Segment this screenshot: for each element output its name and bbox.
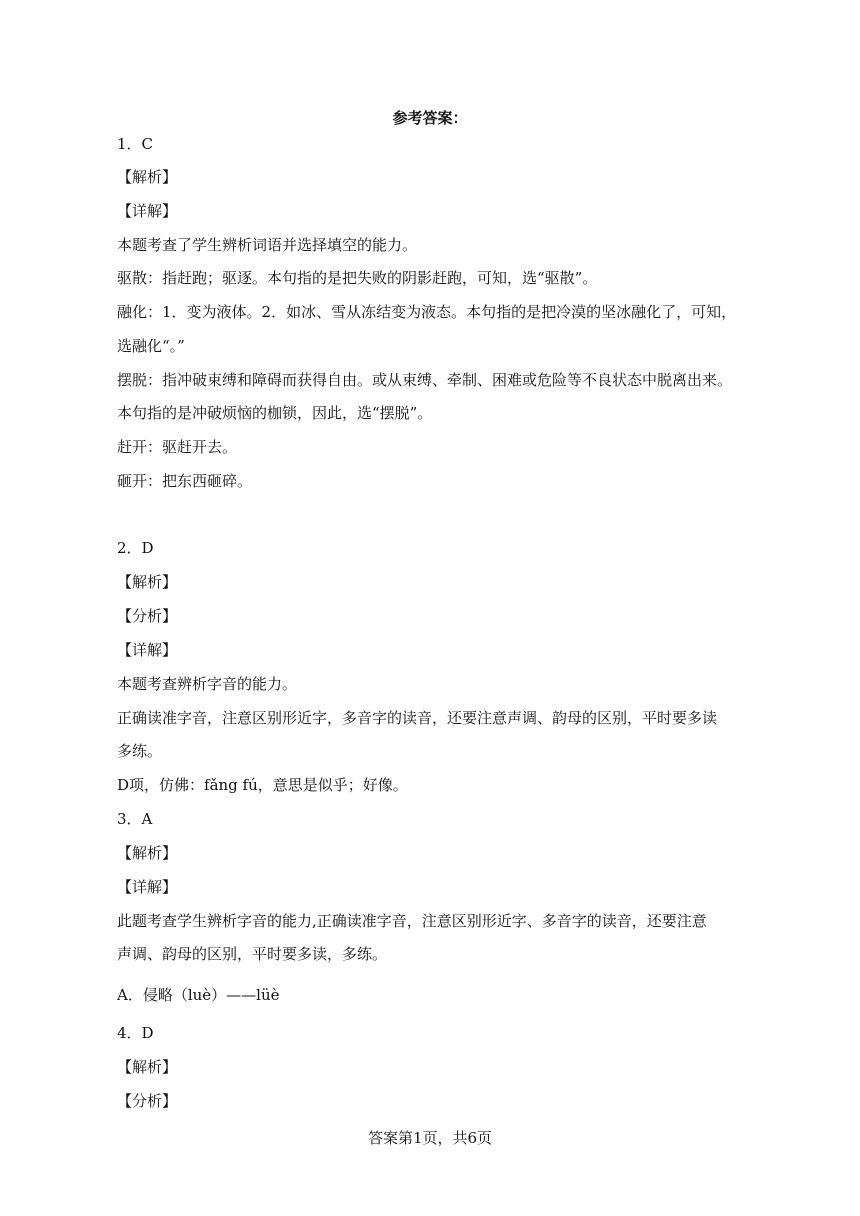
page-footer: 答案第1页，共6页	[367, 1129, 493, 1147]
text-line: 本题考查辨析字音的能力。	[117, 675, 298, 693]
text-line: 融化：1．变为液体。2．如冰、雪从冻结变为液态。本句指的是把冷漠的坚冰融化了，可知，	[117, 303, 737, 321]
text-line: D项，仿佛：fǎng fú，意思是似乎；好像。	[117, 776, 408, 794]
section-label: 【解析】	[117, 573, 178, 591]
answer-number: 3．A	[117, 810, 153, 828]
section-label: 【详解】	[117, 878, 178, 896]
section-label: 【详解】	[117, 202, 178, 220]
text-line: 驱散：指赶跑；驱逐。本句指的是把失败的阴影赶跑，可知，选“驱散”。	[117, 269, 598, 287]
text-line: 声调、韵母的区别，平时要多读，多练。	[117, 945, 388, 963]
text-line: 本句指的是冲破烦恼的枷锁，因此，选“摆脱”。	[117, 404, 433, 422]
text-line: 摆脱：指冲破束缚和障碍而获得自由。或从束缚、牵制、困难或危险等不良状态中脱离出来。	[117, 371, 733, 389]
text-line: 选融化“。”	[117, 337, 185, 355]
section-label: 【解析】	[117, 844, 178, 862]
section-label: 【解析】	[117, 168, 178, 186]
answer-number: 4．D	[117, 1024, 154, 1042]
section-label: 【分析】	[117, 1092, 178, 1110]
text-line: A．侵略（luè）——lüè	[117, 986, 280, 1004]
answer-number: 2．D	[117, 539, 154, 557]
text-line: 多练。	[117, 742, 163, 760]
text-line: 此题考查学生辨析字音的能力,正确读准字音，注意区别形近字、多音字的读音，还要注意	[117, 912, 707, 930]
text-line: 赶开：驱赶开去。	[117, 438, 238, 456]
section-label: 【分析】	[117, 607, 178, 625]
section-label: 【详解】	[117, 641, 178, 659]
text-line: 本题考查了学生辨析词语并选择填空的能力。	[117, 236, 418, 254]
section-label: 【解析】	[117, 1058, 178, 1076]
text-line: 正确读准字音，注意区别形近字，多音字的读音，还要注意声调、韵母的区别，平时要多读	[117, 709, 718, 727]
page-title: 参考答案：	[392, 109, 468, 127]
answer-number: 1．C	[117, 135, 154, 153]
text-line: 砸开：把东西砸碎。	[117, 472, 253, 490]
